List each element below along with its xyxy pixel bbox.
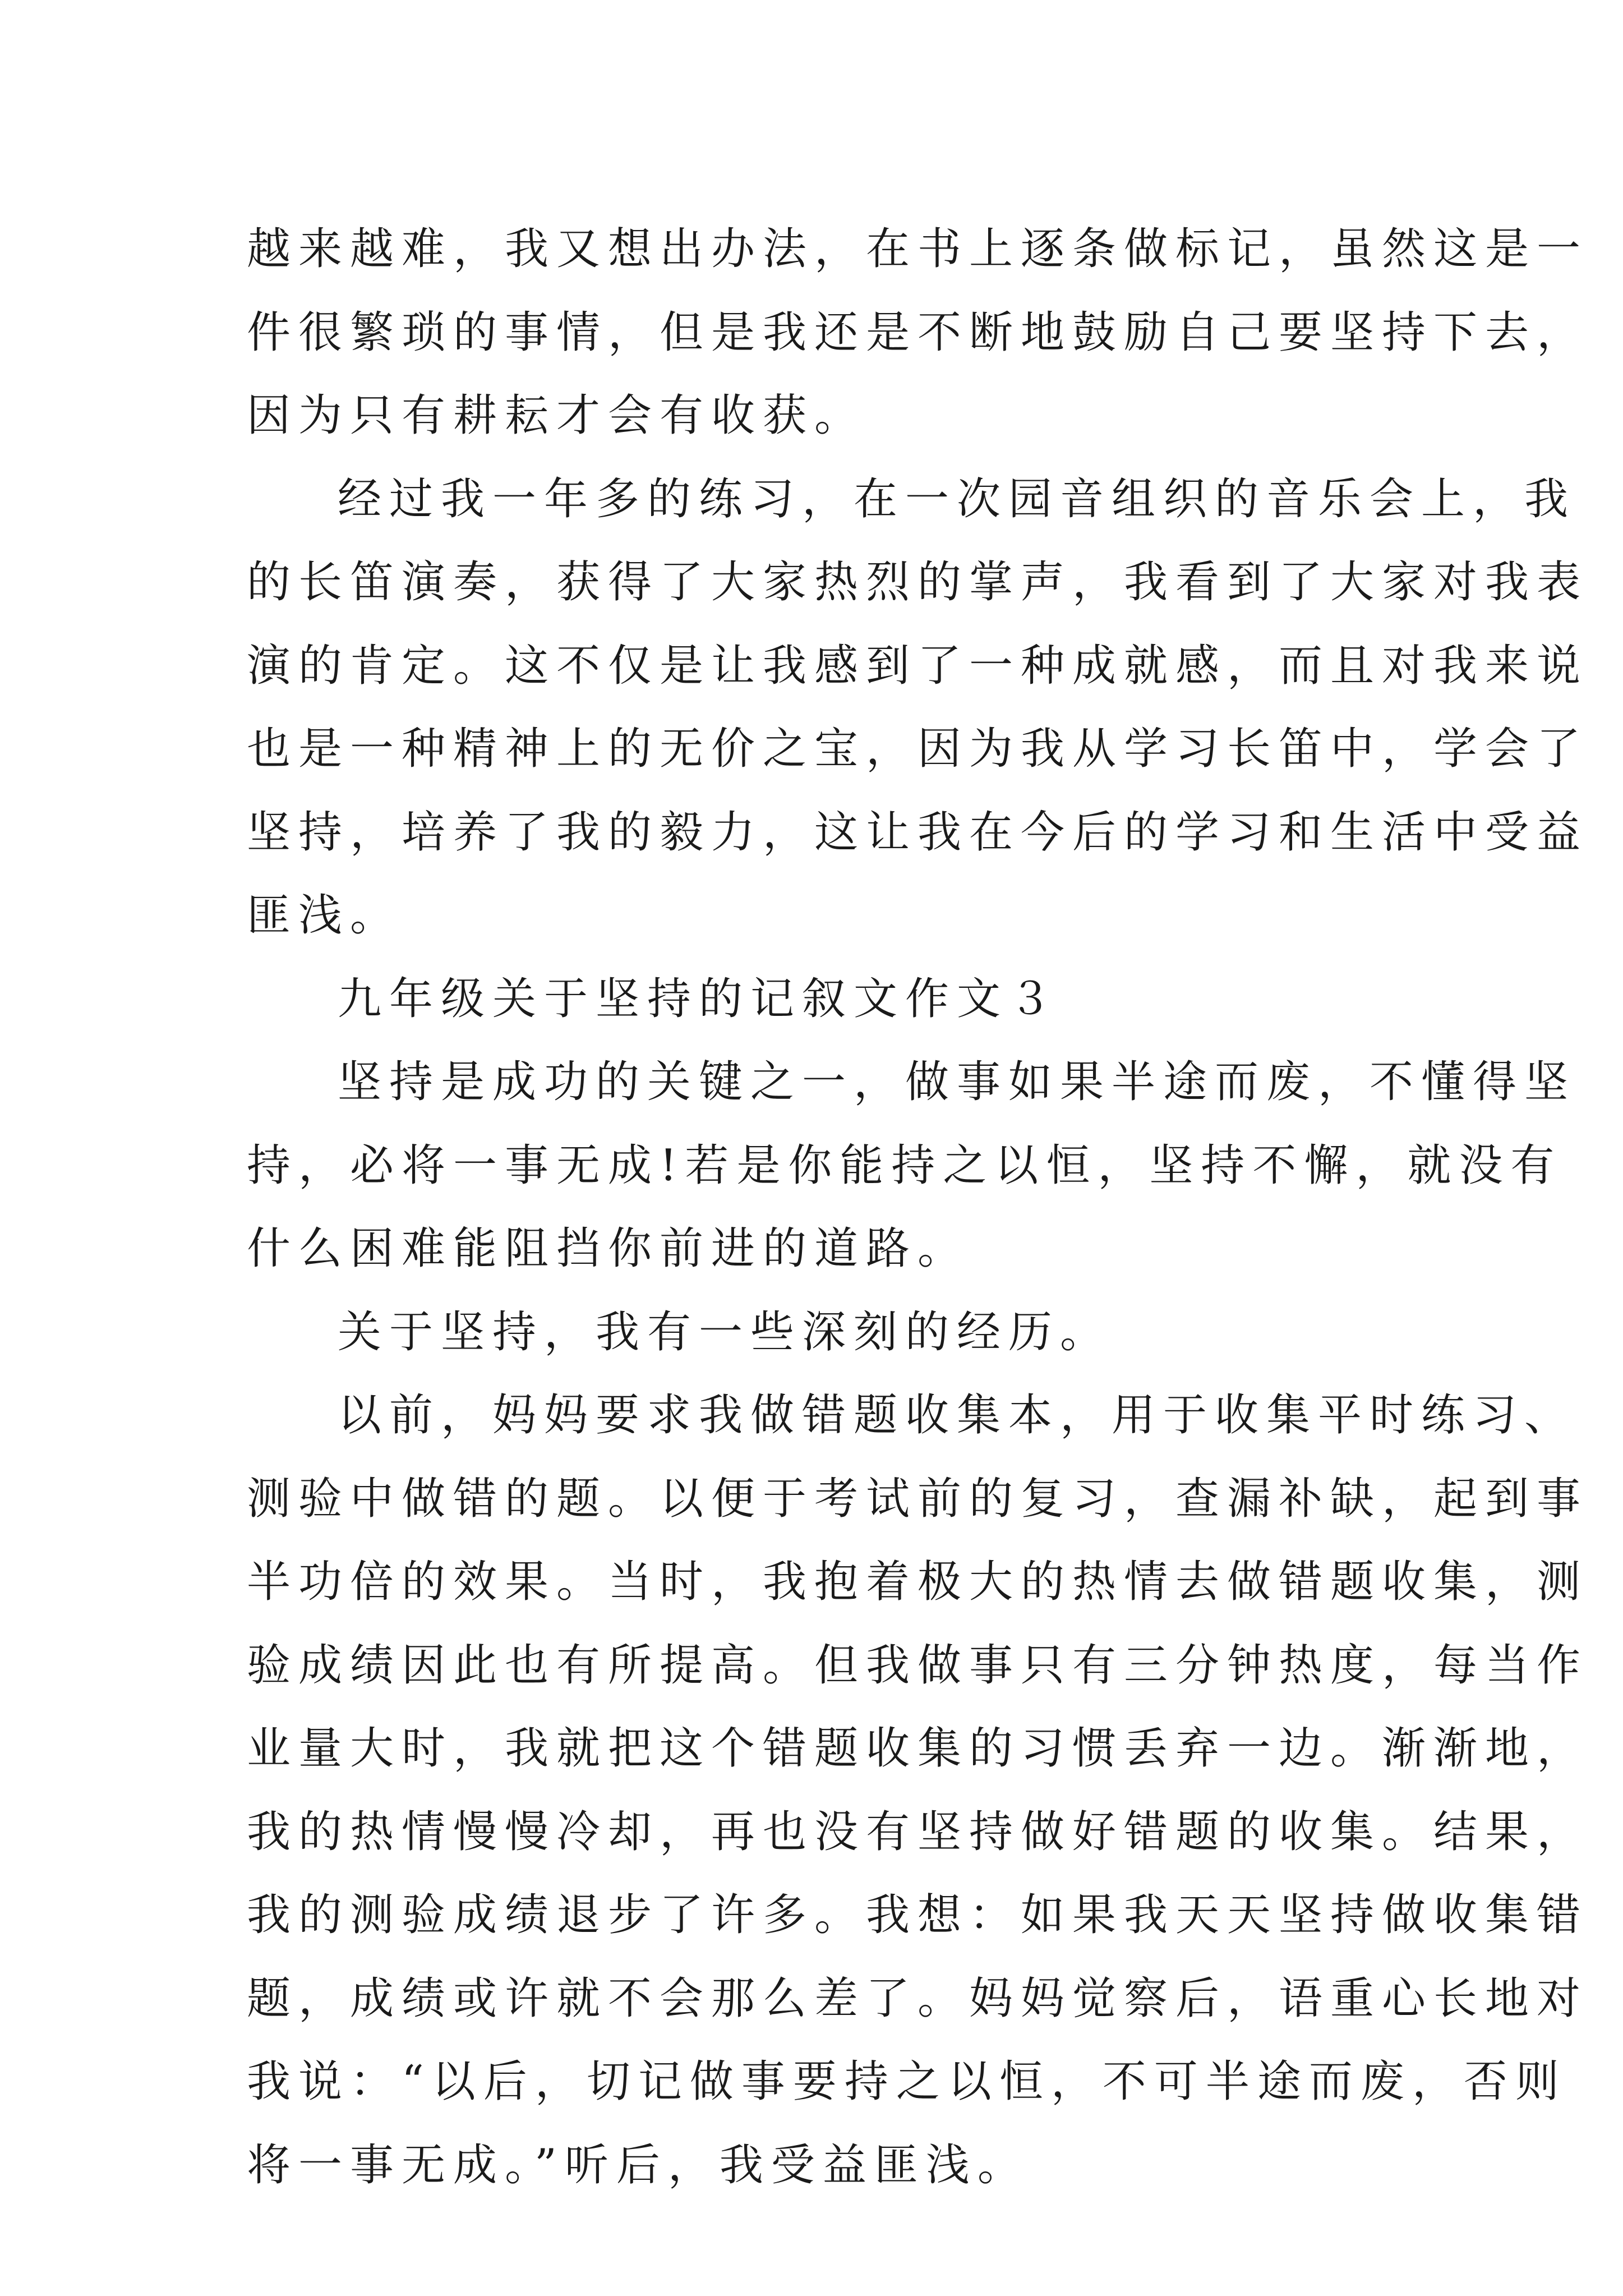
text-line: 题，成绩或许就不会那么差了。妈妈觉察后，语重心长地对 <box>247 1973 1589 2024</box>
text-line: 什么困难能阻挡你前进的道路。 <box>247 1223 970 1274</box>
text-line: 因为只有耕耘才会有收获。 <box>247 390 866 441</box>
text-line: 坚持，培养了我的毅力，这让我在今后的学习和生活中受益 <box>247 807 1589 858</box>
text-line: 经过我一年多的练习，在一次园音组织的音乐会上，我 <box>338 473 1576 524</box>
text-line: 的长笛演奏，获得了大家热烈的掌声，我看到了大家对我表 <box>247 557 1589 608</box>
text-line: 半功倍的效果。当时，我抱着极大的热情去做错题收集，测 <box>247 1557 1589 1607</box>
text-line: 越来越难，我又想出办法，在书上逐条做标记，虽然这是一 <box>247 224 1589 274</box>
text-line: 我说：“以后，切记做事要持之以恒，不可半途而废，否则 <box>247 2056 1567 2107</box>
text-line: 匪浅。 <box>247 890 402 941</box>
text-line: 测验中做错的题。以便于考试前的复习，查漏补缺，起到事 <box>247 1473 1589 1524</box>
text-line: 业量大时，我就把这个错题收集的习惯丢弃一边。渐渐地， <box>247 1723 1589 1774</box>
section-heading: 九年级关于坚持的记叙文作文３ <box>338 973 1061 1024</box>
text-line: 坚持是成功的关键之一，做事如果半途而废，不懂得坚 <box>338 1057 1576 1107</box>
text-line: 将一事无成。”听后，我受益匪浅。 <box>247 2139 1029 2191</box>
text-line: 以前，妈妈要求我做错题收集本，用于收集平时练习、 <box>338 1390 1576 1441</box>
text-line: 持，必将一事无成!若是你能持之以恒，坚持不懈，就没有 <box>247 1140 1562 1191</box>
document-body <box>247 208 1589 2207</box>
text-line: 验成绩因此也有所提高。但我做事只有三分钟热度，每当作 <box>247 1640 1589 1691</box>
text-line: 我的测验成绩退步了许多。我想：如果我天天坚持做收集错 <box>247 1890 1589 1940</box>
text-line: 演的肯定。这不仅是让我感到了一种成就感，而且对我来说 <box>247 640 1589 691</box>
text-line: 关于坚持，我有一些深刻的经历。 <box>338 1306 1112 1358</box>
text-line: 件很繁琐的事情，但是我还是不断地鼓励自己要坚持下去， <box>247 307 1589 358</box>
text-line: 也是一种精神上的无价之宝，因为我从学习长笛中，学会了 <box>247 724 1589 774</box>
text-line: 我的热情慢慢冷却，再也没有坚持做好错题的收集。结果， <box>247 1806 1589 1857</box>
